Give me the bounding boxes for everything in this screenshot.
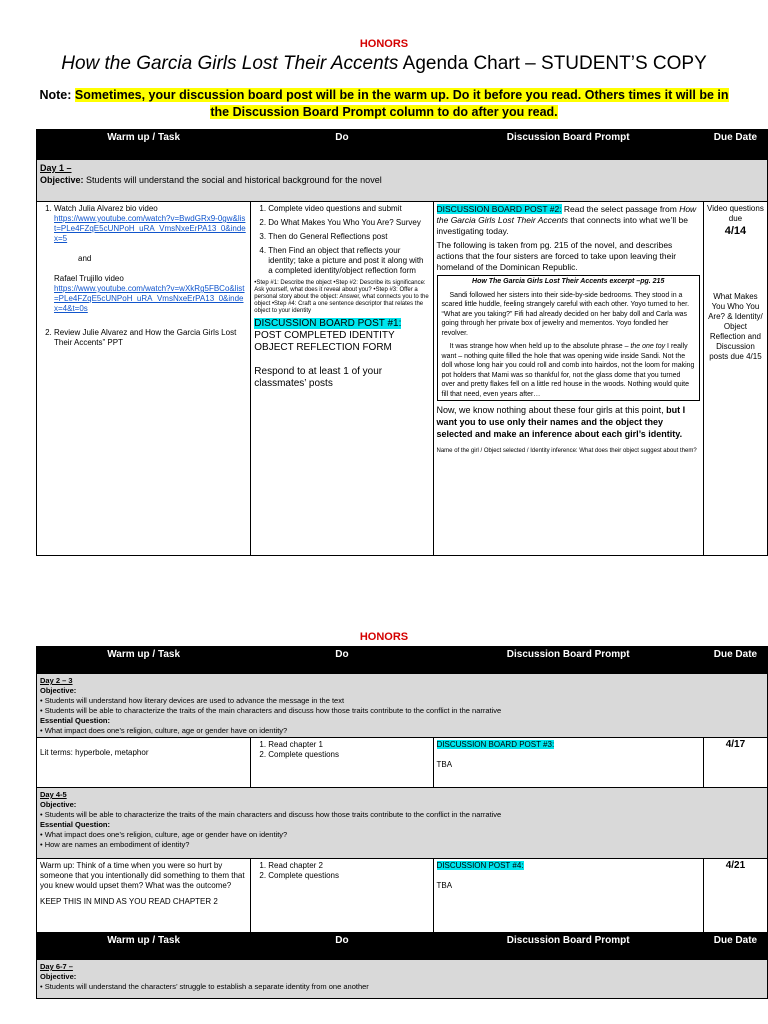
col-do-2: Do <box>251 647 433 674</box>
db-post-4-label: DISCUSSION POST #4: <box>436 861 524 870</box>
excerpt-para-2: It was strange how when held up to the absolute phrase – the one toy I really want – nothing quite filled the hole that was opening wide inside Sandi. Not the doll whose long hair you could roll and comb into hairdos, not the loom for making pot holders that Mami was so thankful for, not the glass dome that you turned over and pretty flakes fell on a little red house in the woods. Nothing would quite fill that need, even years after… <box>441 343 695 398</box>
db-post-3-label: DISCUSSION BOARD POST #3: <box>436 740 555 749</box>
day45-header-row <box>37 788 768 859</box>
do-item-2: 2. Do What Makes You Who You Are? Survey <box>268 218 429 228</box>
col-warmup-2: Warm up / Task <box>37 647 251 674</box>
col-do-3: Do <box>251 933 433 960</box>
day23-obj-1: • Students will understand how literary devices are used to advance the message in the text <box>40 696 764 706</box>
warmup-item-2: Review Julie Alvarez and How the Garcia Girls Lost Their Accents” PPT <box>54 328 237 347</box>
day45-tba: TBA <box>436 881 453 890</box>
excerpt-heading: How The Garcia Girls Lost Their Accents excerpt –pg. 215 <box>472 278 665 285</box>
note-label: Note: <box>39 88 75 102</box>
day45-warmup-cell <box>37 859 251 933</box>
db-post-2-intro: DISCUSSION BOARD POST #2: Read the select passage from How the Garcia Girls Lost Their Accents that connects into what we’ll be investigating today. <box>436 204 697 236</box>
day23-obj-2: • Students will be able to characterize the traits of the main characters and discuss how those traits contribute to the conflict in the narrative <box>40 706 764 716</box>
respond-text: Respond to at least 1 of your classmates’ posts <box>254 366 383 389</box>
day23-eq-1: • What impact does one’s religion, culture, age or gender have on identity? <box>40 726 764 736</box>
day45-due: 4/21 <box>703 859 767 933</box>
prompt-para: The following is taken from pg. 215 of the novel, and describes actions that the four sisters are forced to take upon leaving their homeland of the Dominican Republic. <box>436 240 677 272</box>
day45-prompt-cell <box>433 859 703 933</box>
header-row-2 <box>37 647 768 674</box>
day67-obj-1: • Students will understand the characters’ struggle to establish a separate identity from one another <box>40 982 764 992</box>
prompt-now: Now, we know nothing about these four girls at this point, but I want you to use only their names and the object they selected and make an inference about each girl’s identity. <box>436 405 686 439</box>
col-due-2: Due Date <box>703 647 767 674</box>
day1-due-cell <box>703 202 767 556</box>
due-1-label: Video questions due <box>707 204 764 223</box>
excerpt-box <box>437 275 700 401</box>
do-steps: •Step #1: Describe the object •Step #2: Describe its significance: Ask yourself, what does it reveal about you? •Step #3: Offer a personal story about the object: Answer, what connects you to the object •Step #4: Craft a one sentence descriptor that relates the object to your identity <box>254 280 429 314</box>
day45-keep: KEEP THIS IN MIND AS YOU READ CHAPTER 2 <box>40 897 218 906</box>
col-prompt-2: Discussion Board Prompt <box>433 647 703 674</box>
db-post-2-label: DISCUSSION BOARD POST #2: <box>436 204 562 214</box>
title-rest: Agenda Chart – STUDENT’S COPY <box>398 53 707 74</box>
due-2: What Makes You Who You Are? & Identity/ Object Reflection and Discussion posts due 4/15 <box>708 292 763 361</box>
day23-row <box>37 738 768 788</box>
day23-do-cell: 1. Read chapter 1 2. Complete questions <box>251 738 433 788</box>
db-post-1: DISCUSSION BOARD POST #1: POST COMPLETED IDENTITY OBJECT REFLECTION FORM <box>254 318 402 353</box>
excerpt-para-1: Sandi followed her sisters into their side-by-side bedrooms. They stood in a scared little huddle, feeling strangely careful with each other. Yoyo turned to her. “What are you taking?” Fifi had already decided on her baby doll and Carla was going through her private box of jewelry and mementos. Yoyo fondled her revolver. <box>441 291 690 337</box>
day45-eq-2: • How are names an embodiment of identity? <box>40 840 764 850</box>
col-due-3: Due Date <box>703 933 767 960</box>
col-due: Due Date <box>703 130 767 160</box>
trujillo-video-link[interactable]: https://www.youtube.com/watch?v=wXkRg5FBCo&list=PLe4FZqE5cUNPoH_uRA_VmsNxeErPA13_0&index=4&t=0s <box>54 284 245 313</box>
page-title <box>0 53 768 75</box>
day45-objective-label: Objective: <box>40 800 77 809</box>
day1-prompt-cell <box>433 202 703 556</box>
warmup-item-1b: Rafael Trujillo video <box>54 274 124 283</box>
do-item-1: 1. Complete video questions and submit <box>268 204 429 214</box>
day1-warmup-cell <box>37 202 251 556</box>
day45-obj-1: • Students will be able to characterize the traits of the main characters and discuss how those traits contribute to the conflict in the narrative <box>40 810 764 820</box>
day1-objective: Objective: Students will understand the social and historical background for the novel <box>40 175 382 185</box>
prompt-footer: Name of the girl / Object selected / Identity inference: What does their object suggest about them? <box>436 448 697 454</box>
col-do: Do <box>251 130 433 160</box>
day1-label: Day 1 – <box>40 163 72 173</box>
day23-eq-label: Essential Question: <box>40 716 111 725</box>
day23-tba: TBA <box>436 760 453 769</box>
warmup-item-1: Watch Julia Alvarez bio video <box>54 204 158 213</box>
honors-label: HONORS <box>359 38 409 50</box>
col-warmup: Warm up / Task <box>37 130 251 160</box>
agenda-table-2 <box>36 646 768 999</box>
agenda-table-1 <box>36 129 768 556</box>
honors-label-2: HONORS <box>359 631 409 643</box>
due-1-date: 4/14 <box>724 225 747 237</box>
col-prompt: Discussion Board Prompt <box>433 130 703 160</box>
day45-label: Day 4-5 <box>40 790 67 799</box>
day23-warmup-cell <box>37 738 251 788</box>
day45-warmup: Warm up: Think of a time when you were so hurt by someone that you intentionally did something to them that you knew would upset them? What was the outcome? <box>40 861 245 890</box>
note <box>30 87 738 121</box>
col-warmup-3: Warm up / Task <box>37 933 251 960</box>
day1-header-row <box>37 160 768 202</box>
day23-warmup: Lit terms: hyperbole, metaphor <box>40 748 149 757</box>
day45-eq-label: Essential Question: <box>40 820 111 829</box>
and-text: and <box>78 254 92 263</box>
do-item-3: 3. Then do General Reflections post <box>268 232 429 242</box>
day1-row <box>37 202 768 556</box>
day23-prompt-cell <box>433 738 703 788</box>
day45-eq-1: • What impact does one’s religion, culture, age or gender have on identity? <box>40 830 764 840</box>
day1-do-cell <box>251 202 433 556</box>
day23-objective-label: Objective: <box>40 686 77 695</box>
title-book: How the Garcia Girls Lost Their Accents <box>61 53 399 74</box>
note-text: Sometimes, your discussion board post will be in the warm up. Do it before you read. Others times it will be in the Discussion Board Prompt column to do after you read. <box>74 88 729 119</box>
day23-label: Day 2 – 3 <box>40 676 73 685</box>
col-prompt-3: Discussion Board Prompt <box>433 933 703 960</box>
day67-objective-label: Objective: <box>40 972 77 981</box>
day23-due: 4/17 <box>703 738 767 788</box>
do-item-4: 4. Then Find an object that reflects your identity; take a picture and post it along with a completed identity/object reflection form <box>268 246 429 276</box>
header-row-3 <box>37 933 768 960</box>
day67-header-row <box>37 960 768 999</box>
julia-video-link[interactable]: https://www.youtube.com/watch?v=BwdGRx9-0gw&list=PLe4FZqE5cUNPoH_uRA_VmsNxeErPA13_0&index=5 <box>54 214 246 243</box>
header-row <box>37 130 768 160</box>
day67-label: Day 6-7 – <box>40 962 73 971</box>
day45-do-cell: 1. Read chapter 2 2. Complete questions <box>251 859 433 933</box>
day45-row <box>37 859 768 933</box>
day23-header-row <box>37 674 768 738</box>
